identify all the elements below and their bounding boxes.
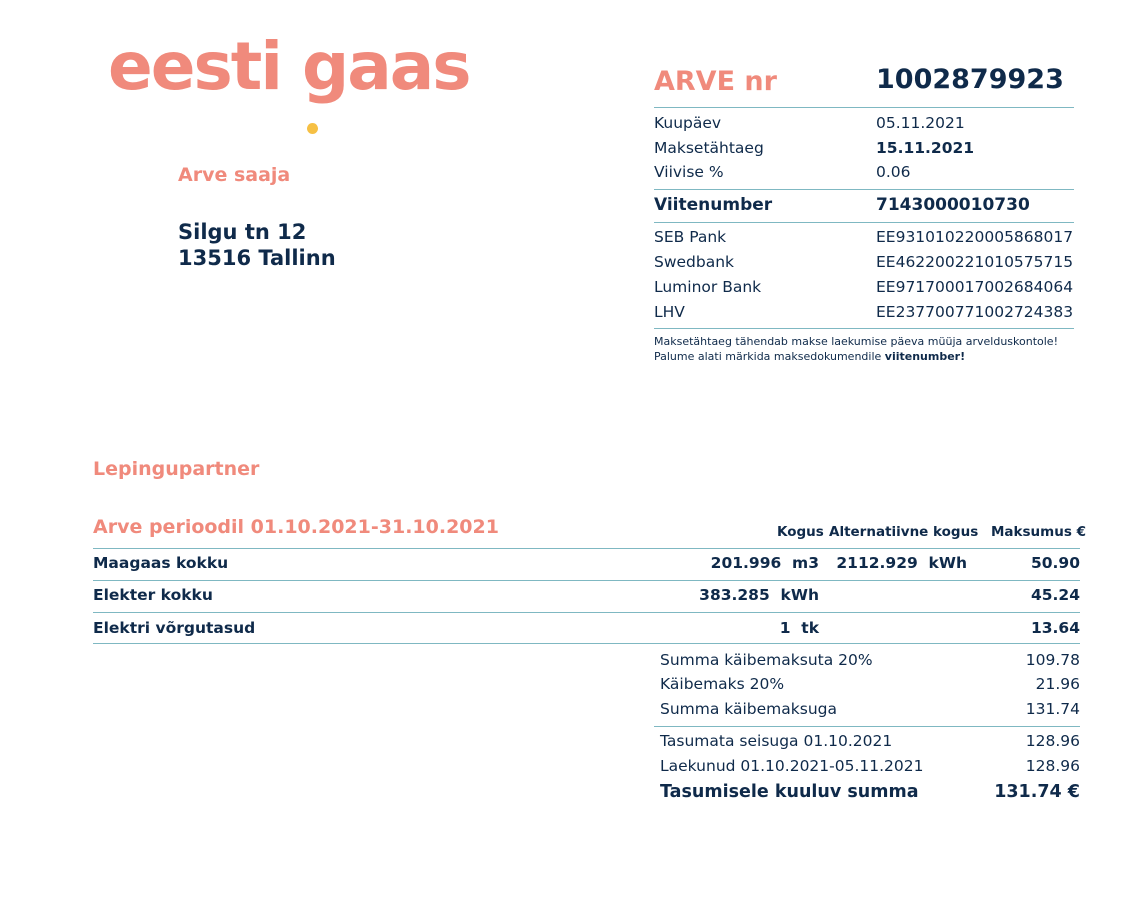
divider <box>93 580 1080 581</box>
line-amount: 13.64 <box>1030 619 1080 637</box>
total-key: Tasumisele kuuluv summa <box>660 782 919 802</box>
bank-name: SEB Pank <box>654 228 727 246</box>
column-header-alt-qty: Alternatiivne kogus <box>829 524 979 540</box>
note-line-2 <box>654 349 1058 364</box>
line-qty: 383.285 kWh <box>699 586 819 604</box>
divider <box>654 726 1080 727</box>
balance-value: 128.96 <box>1025 732 1080 750</box>
summary-value: 131.74 <box>1025 700 1080 718</box>
info-key: Maksetähtaeg <box>654 139 764 157</box>
bank-iban: EE931010220005868017 <box>876 228 1074 246</box>
divider <box>654 189 1074 190</box>
note-line-1: Maksetähtaeg tähendab makse laekumise päeva müüja arvelduskontole! <box>654 335 1058 348</box>
divider <box>93 548 1080 549</box>
address-line-1: Silgu tn 12 <box>178 220 307 244</box>
partner-label: Lepingupartner <box>93 458 260 480</box>
bank-name: Luminor Bank <box>654 278 762 296</box>
column-header-amount: Maksumus € <box>991 524 1086 540</box>
info-value: 05.11.2021 <box>876 114 965 132</box>
divider <box>654 328 1074 329</box>
line-name: Elektri võrgutasud <box>93 619 256 637</box>
reference-key: Viitenumber <box>654 195 773 215</box>
summary-value: 109.78 <box>1025 651 1080 669</box>
info-key: Kuupäev <box>654 114 722 132</box>
summary-key: Summa käibemaksuta 20% <box>660 651 873 669</box>
recipient-label: Arve saaja <box>178 164 291 186</box>
divider <box>93 612 1080 613</box>
line-amount: 50.90 <box>1030 554 1080 572</box>
line-amount: 45.24 <box>1030 586 1080 604</box>
address-line-2: 13516 Tallinn <box>178 246 336 270</box>
line-qty: 201.996 m3 <box>710 554 819 572</box>
reference-value: 7143000010730 <box>876 195 1030 215</box>
payment-note <box>654 334 1058 364</box>
logo-dot <box>307 123 318 134</box>
invoice-number: 1002879923 <box>876 64 1064 95</box>
recipient-address <box>178 219 336 271</box>
balance-key: Laekunud 01.10.2021-05.11.2021 <box>660 757 924 775</box>
info-value: 0.06 <box>876 163 911 181</box>
divider <box>654 107 1074 108</box>
line-name: Maagaas kokku <box>93 554 229 572</box>
bank-iban: EE462200221010575715 <box>876 253 1074 271</box>
info-key: Viivise % <box>654 163 724 181</box>
bank-iban: EE971700017002684064 <box>876 278 1074 296</box>
line-name: Elekter kokku <box>93 586 213 604</box>
note-emphasis: viitenumber! <box>884 350 966 363</box>
balance-key: Tasumata seisuga 01.10.2021 <box>660 732 893 750</box>
total-value: 131.74 € <box>994 782 1080 802</box>
divider <box>93 643 1080 644</box>
line-alt-qty: 2112.929 kWh <box>836 554 967 572</box>
column-header-qty: Kogus <box>777 524 824 540</box>
company-logo: eesti gaas <box>108 28 470 105</box>
divider <box>654 222 1074 223</box>
summary-value: 21.96 <box>1035 675 1080 693</box>
info-value: 15.11.2021 <box>876 139 975 157</box>
bank-name: Swedbank <box>654 253 735 271</box>
period-label: Arve perioodil 01.10.2021-31.10.2021 <box>93 516 499 538</box>
summary-key: Käibemaks 20% <box>660 675 785 693</box>
line-qty: 1 tk <box>779 619 819 637</box>
invoice-label: ARVE nr <box>654 66 777 97</box>
bank-name: LHV <box>654 303 685 321</box>
summary-key: Summa käibemaksuga <box>660 700 837 718</box>
bank-iban: EE237700771002724383 <box>876 303 1074 321</box>
balance-value: 128.96 <box>1025 757 1080 775</box>
note-text: Palume alati märkida maksedokumendile <box>654 350 885 363</box>
